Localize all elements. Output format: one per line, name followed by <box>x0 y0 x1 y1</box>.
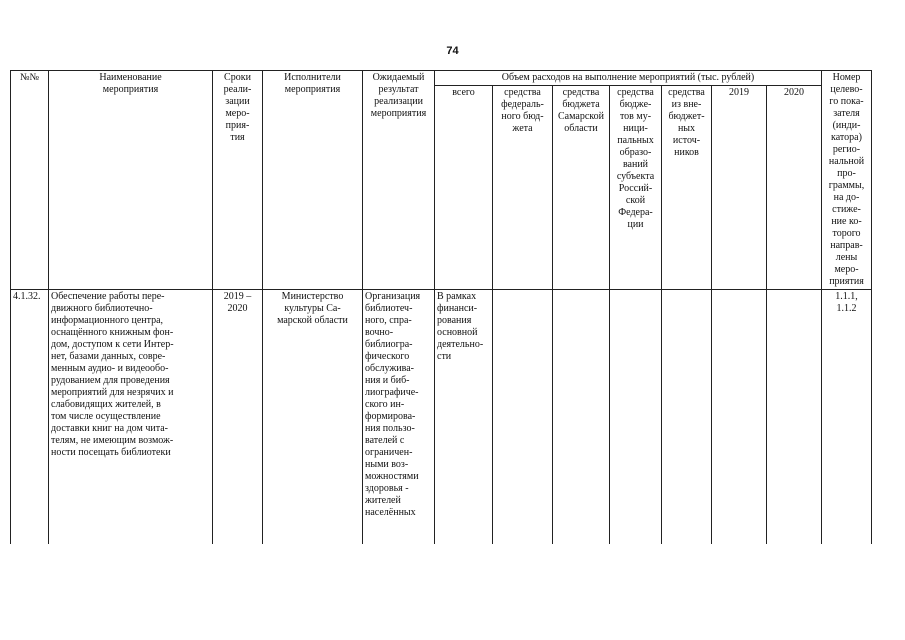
row-total: В рамках финанси- рования основной деятельно- сти <box>435 290 493 544</box>
row-2020 <box>767 290 822 544</box>
row-offbudget <box>662 290 712 544</box>
header-offbudget: средства из вне- бюджет- ных источ- ников <box>662 86 712 290</box>
page-number: 74 <box>446 45 459 57</box>
row-name: Обеспечение работы пере- движного библиотечно- информационного центра, оснащённого книжным фон- дом, доступом к сети Интер- нет, базами данных, совре- менным аудио- и видеообо- рудованием для проведения мероприятий для незрячих и слабовидящих жителей, в том числе осуществление доставки книг на дом чита- телям, не имеющим возмож- ности посещать библиотеки <box>49 290 213 544</box>
row-regional <box>553 290 610 544</box>
row-municipal <box>610 290 662 544</box>
header-federal: средства федераль- ного бюд- жета <box>493 86 553 290</box>
header-2020: 2020 <box>767 86 822 290</box>
header-total: всего <box>435 86 493 290</box>
row-2019 <box>712 290 767 544</box>
header-regional: средства бюджета Самарской области <box>553 86 610 290</box>
row-executor: Министерство культуры Са- марской области <box>263 290 363 544</box>
measures-table <box>10 70 872 544</box>
row-terms: 2019 – 2020 <box>213 290 263 544</box>
header-terms: Сроки реали- зации меро- прия- тия <box>213 71 263 290</box>
row-result: Организация библиотеч- ного, спра- вочно- библиогра- фического обслужива- ния и биб- лиографиче- ского ин- формирова- ния пользо- вателей с ограничен- ными воз- можностями здоровья - жителей населённых <box>363 290 435 544</box>
table-row <box>11 290 872 544</box>
header-indicator: Номер целево- го пока- зателя (инди- катора) регио- нальной про- граммы, на до- стиже- ние ко- торого направ- лены меро- приятия <box>822 71 872 290</box>
header-2019: 2019 <box>712 86 767 290</box>
header-num: №№ <box>11 71 49 290</box>
header-name: Наименование мероприятия <box>49 71 213 290</box>
header-executor: Исполнители мероприятия <box>263 71 363 290</box>
row-num: 4.1.32. <box>11 290 49 544</box>
header-volume: Объем расходов на выполнение мероприятий (тыс. рублей) <box>435 71 822 86</box>
header-municipal: средства бюдже- тов му- ници- пальных образо- ваний субъекта Россий- ской Федера- ции <box>610 86 662 290</box>
header-result: Ожидаемый результат реализации мероприятия <box>363 71 435 290</box>
row-indicator: 1.1.1, 1.1.2 <box>822 290 872 544</box>
row-federal <box>493 290 553 544</box>
